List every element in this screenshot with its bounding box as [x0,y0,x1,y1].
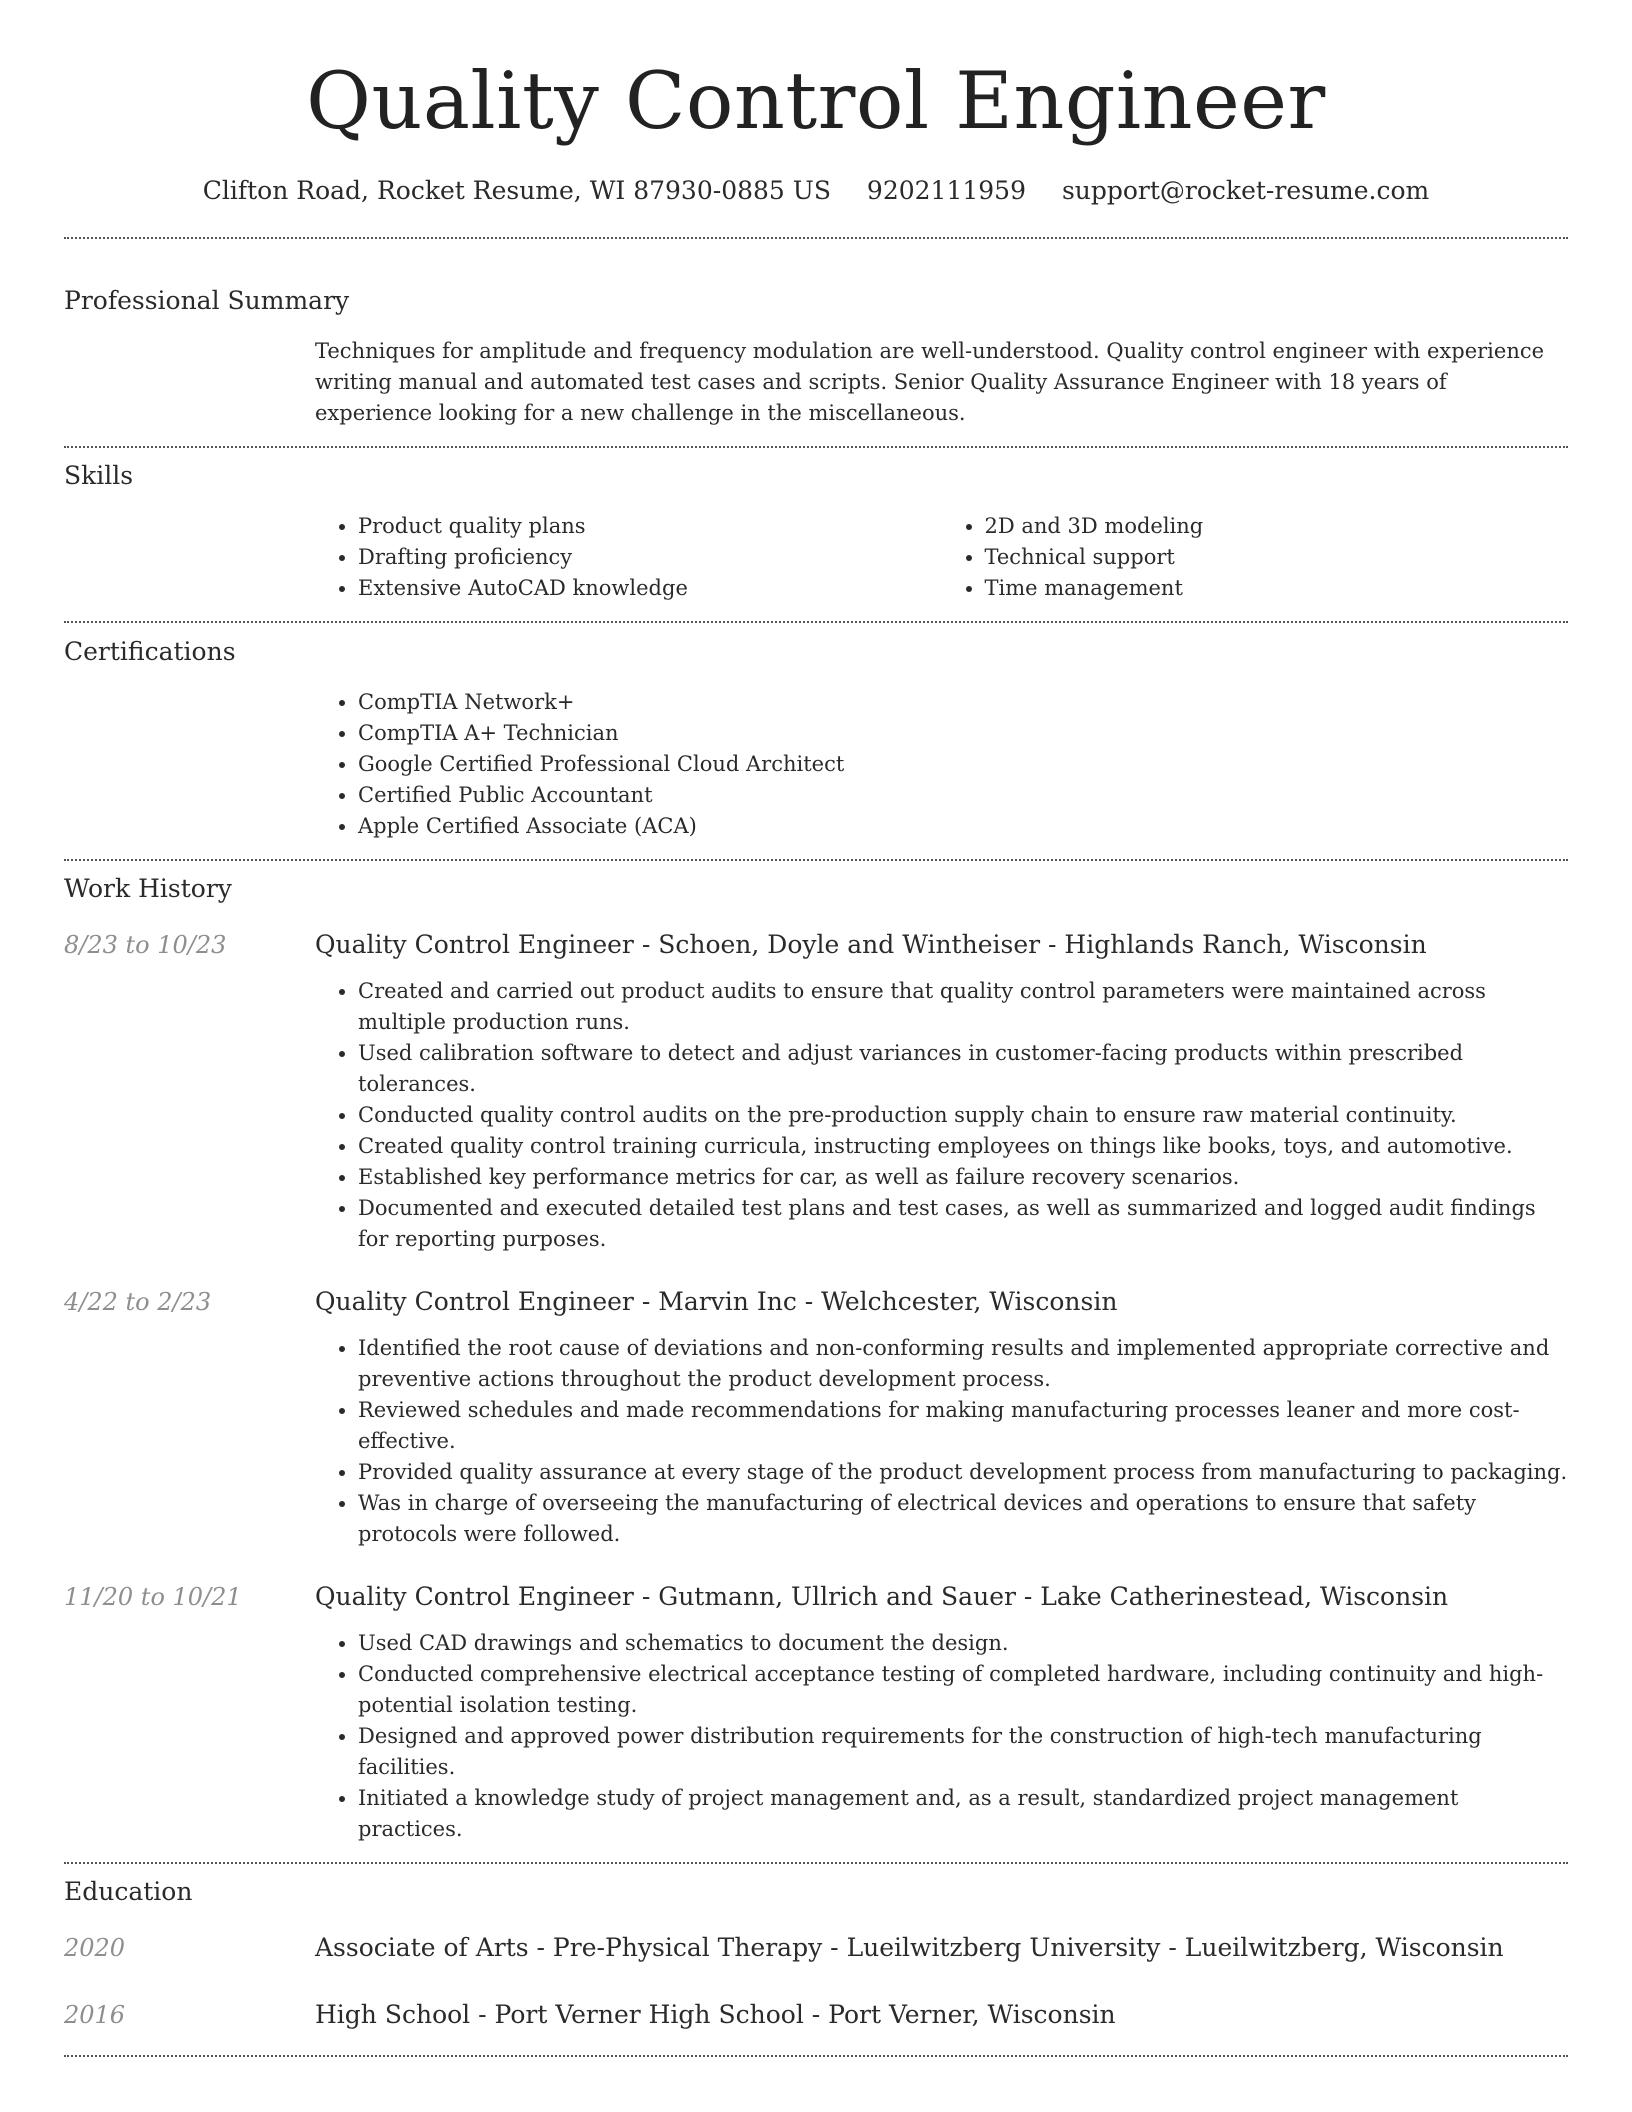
skills-grid [315,511,1568,604]
skills-list-left [315,511,942,604]
job-location: Lake Catherinestead, Wisconsin [1040,1582,1449,1611]
job-bullet: • Created and carried out product audits to ensure that quality control parameters were maintained across multiple production runs. [358,976,1568,1038]
job-company: Gutmann, Ullrich and Sauer [658,1582,1016,1611]
skill-item: • Technical support [985,542,1569,573]
job-bullet: • Used calibration software to detect and adjust variances in customer-facing products within prescribed tolerances. [358,1038,1568,1100]
divider [64,446,1568,448]
skills-list-right [942,511,1569,604]
divider [64,621,1568,623]
summary-text: Techniques for amplitude and frequency modulation are well-understood. Quality control engineer with experience writing manual and automated test cases and scripts. Senior Quality Assurance Engineer with 18 years of experience looking for a new challenge in the miscellaneous. [315,339,1545,425]
job-body [315,1284,1568,1550]
skill-item: • Time management [985,573,1569,604]
certification-item: • CompTIA Network+ [358,687,1568,718]
certification-item: • Apple Certified Associate (ACA) [358,811,1568,842]
section-work-history [64,871,1568,1845]
job-bullet: • Identified the root cause of deviations and non-conforming results and implemented appropriate corrective and preventive actions throughout the product development process. [358,1333,1568,1395]
job-bullet: • Initiated a knowledge study of project management and, as a result, standardized project management practices. [358,1783,1568,1845]
job-bullet: • Reviewed schedules and made recommendations for making manufacturing processes leaner and more cost-effective. [358,1395,1568,1457]
job-bullet: • Documented and executed detailed test plans and test cases, as well as summarized and logged audit findings for reporting purposes. [358,1193,1568,1255]
job-entry [64,1284,1568,1550]
section-skills [64,458,1568,604]
education-location: Port Verner, Wisconsin [828,2000,1116,2029]
job-entry [64,1579,1568,1845]
job-company: Schoen, Doyle and Wintheiser [658,930,1041,959]
education-heading [315,1997,1568,2033]
job-bullets [315,976,1568,1255]
divider [64,859,1568,861]
job-bullet: • Established key performance metrics for car, as well as failure recovery scenarios. [358,1162,1568,1193]
skill-item: • Drafting proficiency [358,542,942,573]
section-title-skills: Skills [64,461,134,490]
section-title-certifications: Certifications [64,637,236,666]
resume-page [64,0,1568,2057]
education-year: 2020 [64,1934,126,1962]
separator: - [633,930,659,959]
certification-item: • CompTIA A+ Technician [358,718,1568,749]
job-bullet: • Conducted comprehensive electrical acceptance testing of completed hardware, including continuity and high-potential isolation testing. [358,1659,1568,1721]
skill-item: • Extensive AutoCAD knowledge [358,573,942,604]
separator: - [633,1582,659,1611]
separator: - [470,2000,495,2029]
section-title-work-history: Work History [64,874,232,903]
certifications-content [315,687,1568,842]
job-role: Quality Control Engineer [315,1287,634,1316]
separator: - [1160,1933,1185,1962]
job-bullet: • Created quality control training curricula, instructing employees on things like books, toys, and automotive. [358,1131,1568,1162]
job-bullets [315,1333,1568,1550]
resume-name: Quality Control Engineer [306,55,1326,147]
job-dates: 4/22 to 2/23 [64,1288,212,1316]
job-bullet: • Conducted quality control audits on the pre-production supply chain to ensure raw material continuity. [358,1100,1568,1131]
certification-item: • Google Certified Professional Cloud Architect [358,749,1568,780]
education-year: 2016 [64,2001,126,2029]
job-heading [315,1284,1568,1320]
education-entry [64,1997,1568,2033]
separator: - [633,1287,659,1316]
separator: - [796,1287,822,1316]
job-bullet: • Was in charge of overseeing the manufacturing of electrical devices and operations to ensure that safety protocols were followed. [358,1488,1568,1550]
job-entry [64,927,1568,1255]
skill-item: • 2D and 3D modeling [985,511,1569,542]
job-bullet: • Used CAD drawings and schematics to document the design. [358,1628,1568,1659]
education-location: Lueilwitzberg, Wisconsin [1184,1933,1504,1962]
education-school: Port Verner High School [494,2000,804,2029]
divider [64,1862,1568,1864]
section-education [64,1874,1568,2033]
job-location: Highlands Ranch, Wisconsin [1064,930,1427,959]
job-heading [315,927,1568,963]
contact-line [64,172,1568,210]
education-entry [64,1930,1568,1966]
section-summary [64,283,1568,429]
divider [64,237,1568,239]
section-title-education: Education [64,1877,193,1906]
job-heading [315,1579,1568,1615]
separator: - [1040,930,1065,959]
certification-item: • Certified Public Accountant [358,780,1568,811]
job-company: Marvin Inc [658,1287,797,1316]
job-bullets [315,1628,1568,1845]
job-dates: 8/23 to 10/23 [64,931,227,959]
education-degree: Associate of Arts - Pre-Physical Therapy [315,1933,823,1962]
job-dates: 11/20 to 10/21 [64,1583,242,1611]
separator: - [822,1933,847,1962]
contact-phone: 9202111959 [866,176,1026,205]
job-role: Quality Control Engineer [315,930,634,959]
contact-address: Clifton Road, Rocket Resume, WI 87930-0885 US [202,176,831,205]
certifications-list [315,687,1568,842]
job-bullet: • Provided quality assurance at every stage of the product development process from manufacturing to packaging. [358,1457,1568,1488]
job-bullet: • Designed and approved power distribution requirements for the construction of high-tech manufacturing facilities. [358,1721,1568,1783]
job-body [315,927,1568,1255]
section-title-summary: Professional Summary [64,286,350,315]
education-school: Lueilwitzberg University [846,1933,1161,1962]
skill-item: • Product quality plans [358,511,942,542]
job-location: Welchcester, Wisconsin [821,1287,1118,1316]
job-role: Quality Control Engineer [315,1582,634,1611]
education-heading [315,1930,1568,1966]
section-certifications [64,634,1568,842]
education-degree: High School [315,2000,471,2029]
separator: - [803,2000,829,2029]
separator: - [1015,1582,1041,1611]
contact-email: support@rocket-resume.com [1061,176,1430,205]
job-body [315,1579,1568,1845]
divider [64,2055,1568,2057]
